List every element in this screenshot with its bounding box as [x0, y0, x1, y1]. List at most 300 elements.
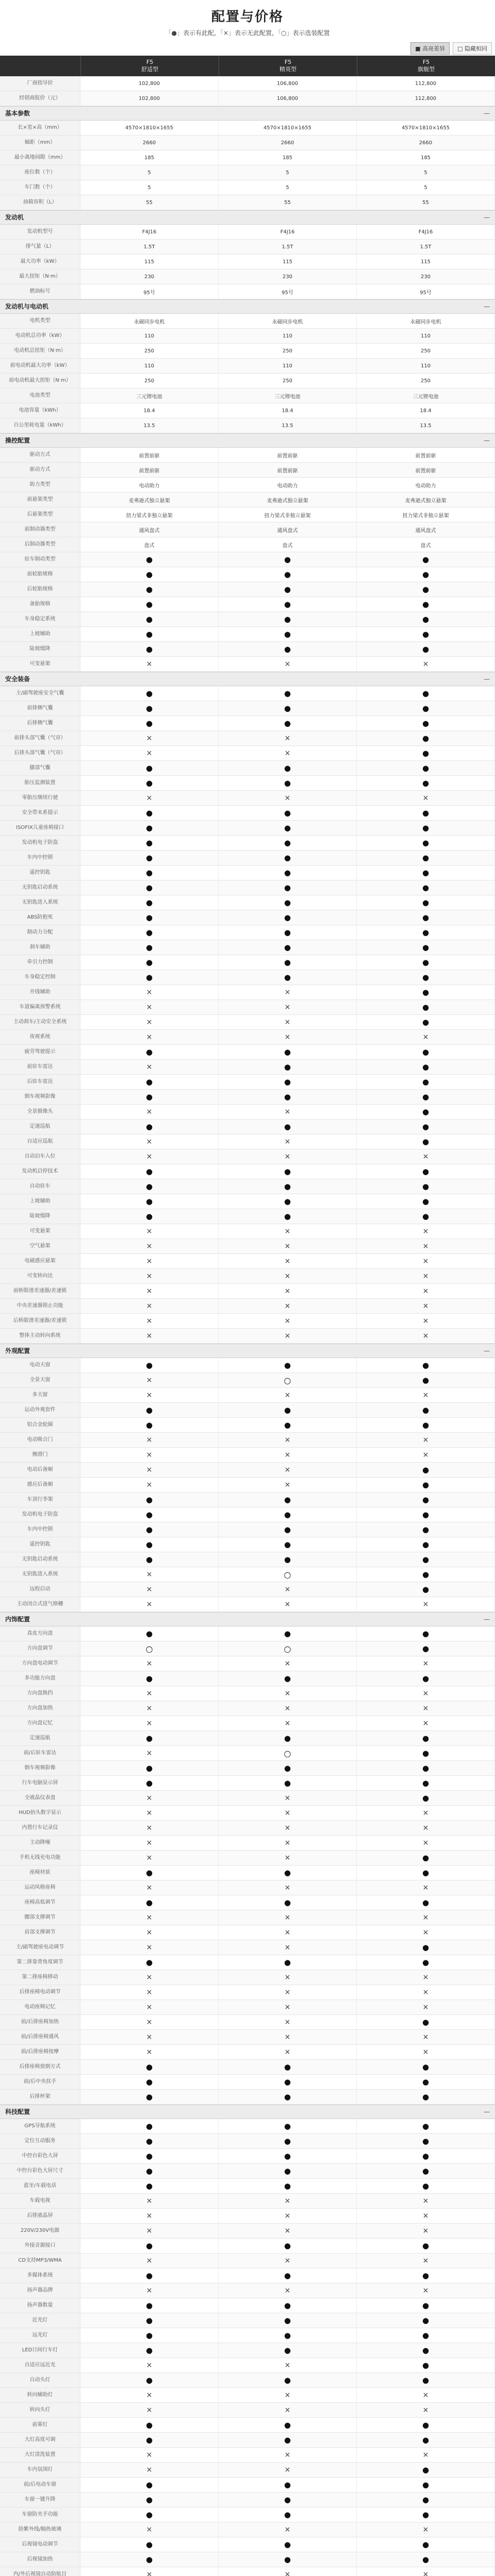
- spec-value: [80, 2373, 219, 2387]
- spec-value: [80, 1552, 219, 1567]
- none-cross-icon: ×: [284, 2226, 291, 2235]
- spec-row: [0, 716, 495, 731]
- none-cross-icon: ×: [284, 793, 291, 802]
- spec-value: [219, 1761, 357, 1775]
- spec-value: [80, 1164, 219, 1179]
- spec-row: [0, 448, 495, 463]
- spec-row: [0, 1552, 495, 1567]
- standard-dot-icon: ●: [145, 1077, 153, 1087]
- standard-dot-icon: ●: [422, 2181, 430, 2191]
- none-cross-icon: ×: [422, 1883, 429, 1892]
- spec-value: [357, 2209, 495, 2223]
- spec-row: [0, 2493, 495, 2507]
- spec-label: 可变悬架: [0, 1224, 80, 1239]
- none-cross-icon: ×: [284, 1316, 291, 1325]
- spec-value: [80, 1955, 219, 1970]
- standard-dot-icon: ●: [145, 599, 153, 609]
- spec-value: [80, 2507, 219, 2522]
- none-cross-icon: ×: [422, 1316, 429, 1325]
- spec-label: 车窗一键升降: [0, 2493, 80, 2507]
- spec-value: [357, 1254, 495, 1268]
- standard-dot-icon: ●: [422, 1405, 430, 1415]
- spec-value-text: 18.4: [143, 408, 155, 414]
- none-cross-icon: ×: [284, 2391, 291, 2399]
- spec-section: [0, 106, 495, 210]
- spec-value: [357, 836, 495, 850]
- spec-value: [219, 1970, 357, 1985]
- spec-value: [80, 1925, 219, 1940]
- spec-value: [80, 269, 219, 284]
- spec-value: [357, 180, 495, 195]
- spec-value: [80, 388, 219, 403]
- model-column-1[interactable]: [80, 56, 219, 76]
- standard-dot-icon: ●: [284, 897, 291, 907]
- section-title[interactable]: [0, 1344, 495, 1358]
- spec-value: [219, 2090, 357, 2104]
- none-cross-icon: ×: [146, 1062, 153, 1071]
- spec-value: [357, 76, 495, 91]
- none-cross-icon: ×: [146, 1570, 153, 1579]
- spec-value: [357, 806, 495, 820]
- spec-value: [357, 746, 495, 760]
- none-cross-icon: ×: [146, 1450, 153, 1459]
- spec-row: [0, 2194, 495, 2209]
- none-cross-icon: ×: [422, 659, 429, 668]
- spec-value: [357, 2149, 495, 2163]
- spec-row: [0, 776, 495, 791]
- spec-label: ISOFIX儿童座椅接口: [0, 821, 80, 835]
- spec-label: 后排头部气囊（气帘）: [0, 746, 80, 760]
- spec-value: [357, 567, 495, 582]
- spec-row: [0, 567, 495, 582]
- spec-value: [80, 597, 219, 612]
- spec-value: [357, 1955, 495, 1970]
- spec-row: [0, 135, 495, 150]
- spec-row: [0, 612, 495, 627]
- section-rows: [0, 1626, 495, 2105]
- spec-section: [0, 672, 495, 1344]
- none-cross-icon: ×: [422, 1838, 429, 1847]
- spec-value: [357, 1851, 495, 1865]
- standard-dot-icon: ●: [284, 1092, 291, 1101]
- spec-label: 后排座椅放倒方式: [0, 2060, 80, 2074]
- spec-value: [80, 851, 219, 865]
- standard-dot-icon: ●: [145, 972, 153, 982]
- spec-value-text: 通风盘式: [277, 528, 298, 534]
- standard-dot-icon: ●: [284, 688, 291, 698]
- spec-row: [0, 1641, 495, 1656]
- spec-label: 自动头灯: [0, 2373, 80, 2387]
- spec-value: [357, 2478, 495, 2492]
- none-cross-icon: ×: [146, 1152, 153, 1161]
- spec-value: [80, 1641, 219, 1656]
- section-title[interactable]: [0, 1612, 495, 1626]
- spec-value: [219, 1701, 357, 1716]
- spec-value: [357, 2060, 495, 2074]
- standard-dot-icon: ●: [284, 1778, 291, 1788]
- standard-dot-icon: ●: [284, 2121, 291, 2131]
- standard-dot-icon: ●: [145, 853, 153, 862]
- spec-value: [219, 269, 357, 284]
- standard-dot-icon: ●: [145, 1778, 153, 1788]
- standard-dot-icon: ●: [284, 2062, 291, 2072]
- collapse-icon[interactable]: —: [484, 1616, 490, 1623]
- model-column-2[interactable]: [219, 56, 357, 76]
- standard-dot-icon: ●: [284, 853, 291, 862]
- spec-value: [357, 657, 495, 671]
- spec-value: [80, 1075, 219, 1089]
- spec-value-text: 通风盘式: [139, 528, 160, 534]
- spec-value: [219, 1866, 357, 1880]
- spec-value: [80, 1179, 219, 1194]
- standard-dot-icon: ●: [422, 2077, 430, 2087]
- spec-value: [80, 910, 219, 925]
- spec-value: [80, 657, 219, 671]
- spec-label: 运动外观套件: [0, 1403, 80, 1417]
- spec-value: [219, 240, 357, 254]
- standard-dot-icon: ●: [422, 2495, 430, 2504]
- spec-value: [357, 1224, 495, 1239]
- spec-section: [0, 1612, 495, 2105]
- spec-label: 前排头部气囊（气帘）: [0, 731, 80, 745]
- none-cross-icon: ×: [146, 1107, 153, 1116]
- standard-dot-icon: ●: [422, 2554, 430, 2564]
- none-cross-icon: ×: [146, 2226, 153, 2235]
- none-cross-icon: ×: [146, 988, 153, 996]
- standard-dot-icon: ●: [284, 2136, 291, 2146]
- standard-dot-icon: ●: [422, 1584, 430, 1594]
- spec-value: [357, 582, 495, 597]
- spec-row: [0, 1224, 495, 1239]
- spec-row: [0, 627, 495, 642]
- none-cross-icon: ×: [146, 1689, 153, 1698]
- spec-row: [0, 895, 495, 910]
- spec-row: [0, 1358, 495, 1373]
- standard-dot-icon: ●: [422, 1733, 430, 1743]
- spec-value: [80, 2403, 219, 2417]
- spec-row: [0, 2463, 495, 2478]
- spec-value-text: 2660: [280, 140, 294, 146]
- spec-value-text: 前置前驱: [415, 453, 436, 459]
- spec-value: [80, 955, 219, 970]
- none-cross-icon: ×: [284, 1883, 291, 1892]
- none-cross-icon: ×: [146, 1316, 153, 1325]
- spec-label: 扬声器品牌: [0, 2283, 80, 2298]
- section-rows: [0, 1358, 495, 1612]
- section-title[interactable]: [0, 210, 495, 225]
- spec-label: 前/后排座椅加热: [0, 2015, 80, 2029]
- none-cross-icon: ×: [284, 1719, 291, 1727]
- spec-value: [80, 1373, 219, 1387]
- spec-label: 可变转向比: [0, 1269, 80, 1283]
- spec-value: [357, 463, 495, 477]
- none-cross-icon: ×: [146, 1883, 153, 1892]
- spec-row: [0, 150, 495, 165]
- none-cross-icon: ×: [284, 1032, 291, 1041]
- none-cross-icon: ×: [422, 2391, 429, 2399]
- spec-value: [80, 1507, 219, 1522]
- none-cross-icon: ×: [146, 1704, 153, 1713]
- none-cross-icon: ×: [146, 2032, 153, 2041]
- spec-row: [0, 1836, 495, 1851]
- collapse-icon[interactable]: —: [484, 675, 490, 683]
- spec-row: [0, 2090, 495, 2105]
- standard-dot-icon: ●: [284, 614, 291, 624]
- spec-value: [80, 2388, 219, 2402]
- standard-dot-icon: ●: [145, 2480, 153, 2489]
- spec-row: [0, 1910, 495, 1925]
- spec-row: [0, 791, 495, 806]
- spec-label: 车载电视: [0, 2194, 80, 2208]
- standard-dot-icon: ●: [284, 823, 291, 833]
- model-name: F5: [284, 59, 292, 65]
- standard-dot-icon: ●: [284, 2166, 291, 2176]
- none-cross-icon: ×: [284, 1689, 291, 1698]
- standard-dot-icon: ●: [422, 1524, 430, 1534]
- spec-value: [357, 1656, 495, 1671]
- standard-dot-icon: ●: [422, 972, 430, 982]
- spec-value: [219, 1716, 357, 1731]
- spec-row: [0, 2313, 495, 2328]
- spec-label: 驱动方式: [0, 463, 80, 477]
- spec-label: 方向盘调节: [0, 1641, 80, 1656]
- model-column-3[interactable]: [357, 56, 495, 76]
- spec-value-text: 250: [420, 348, 431, 354]
- none-cross-icon: ×: [284, 2286, 291, 2295]
- spec-value: [357, 1090, 495, 1104]
- hide-same-button[interactable]: □ 隐藏相同: [453, 42, 492, 55]
- spec-row: [0, 2448, 495, 2463]
- spec-label: 前悬架类型: [0, 493, 80, 507]
- spec-label: 车道偏离预警系统: [0, 1000, 80, 1014]
- spec-value: [357, 1105, 495, 1119]
- collapse-icon[interactable]: —: [484, 214, 490, 221]
- standard-dot-icon: ●: [145, 1554, 153, 1564]
- spec-row: [0, 1134, 495, 1149]
- spec-value: [219, 1880, 357, 1895]
- section-rows: [0, 121, 495, 210]
- none-cross-icon: ×: [146, 2391, 153, 2399]
- section-title[interactable]: [0, 106, 495, 121]
- standard-dot-icon: ●: [145, 2345, 153, 2355]
- spec-row: [0, 225, 495, 240]
- spec-label: 可变悬架: [0, 657, 80, 671]
- spec-row: [0, 1433, 495, 1448]
- spec-label: 多天窗: [0, 1388, 80, 1402]
- standard-dot-icon: ●: [145, 2181, 153, 2191]
- section-title[interactable]: [0, 2105, 495, 2119]
- spec-value: [357, 1478, 495, 1492]
- none-cross-icon: ×: [422, 1719, 429, 1727]
- spec-row: [0, 1582, 495, 1597]
- spec-value-text: 5: [286, 184, 289, 191]
- spec-value-text: 扭力梁式非独立悬架: [264, 513, 311, 519]
- standard-dot-icon: ●: [284, 2495, 291, 2504]
- spec-value: [357, 165, 495, 180]
- section-title[interactable]: [0, 433, 495, 448]
- spec-value: [219, 1821, 357, 1835]
- spec-label: 最大扭矩（N·m）: [0, 269, 80, 284]
- spec-value: [357, 374, 495, 388]
- spec-value: [219, 314, 357, 328]
- spec-row: [0, 1895, 495, 1910]
- spec-value: [80, 2358, 219, 2372]
- spec-value-text: 95号: [143, 290, 155, 296]
- spec-value: [80, 2000, 219, 2014]
- spec-label: 外接音源接口: [0, 2239, 80, 2253]
- spec-value-text: 185: [282, 155, 293, 161]
- spec-label: 前/后排座椅通风: [0, 2030, 80, 2044]
- spec-value: [80, 1149, 219, 1164]
- spec-value: [219, 1314, 357, 1328]
- spec-value: [219, 1194, 357, 1209]
- standard-dot-icon: ●: [284, 1166, 291, 1176]
- none-cross-icon: ×: [422, 1689, 429, 1698]
- spec-section: [0, 299, 495, 433]
- standard-dot-icon: ●: [284, 2151, 291, 2161]
- spec-value-text: F4J16: [418, 229, 433, 235]
- collapse-icon[interactable]: —: [484, 437, 490, 444]
- spec-value: [80, 2075, 219, 2089]
- spec-row: [0, 2552, 495, 2567]
- spec-value-text: 102,800: [138, 95, 160, 101]
- spec-value: [357, 2268, 495, 2283]
- spec-value: [80, 1015, 219, 1029]
- spec-row: [0, 746, 495, 761]
- spec-label: 后驻车雷达: [0, 1075, 80, 1089]
- standard-dot-icon: ●: [145, 2495, 153, 2504]
- spec-value: [219, 1597, 357, 1612]
- spec-row: [0, 269, 495, 284]
- spec-value: [357, 1985, 495, 1999]
- spec-row: [0, 1448, 495, 1463]
- spec-label: 大灯高度可调: [0, 2433, 80, 2447]
- spec-value: [219, 955, 357, 970]
- spec-label: 无钥匙启动系统: [0, 1552, 80, 1567]
- spec-value: [219, 2388, 357, 2402]
- standard-dot-icon: ●: [145, 1629, 153, 1638]
- spec-value: [80, 1761, 219, 1775]
- spec-value: [80, 463, 219, 477]
- spec-label: 后制动器类型: [0, 537, 80, 552]
- none-cross-icon: ×: [422, 1659, 429, 1668]
- none-cross-icon: ×: [284, 2003, 291, 2011]
- section-title[interactable]: [0, 299, 495, 314]
- collapse-icon[interactable]: —: [484, 110, 490, 117]
- spec-value: [357, 537, 495, 552]
- highlight-diff-button[interactable]: ■ 高亮差异: [410, 42, 450, 55]
- spec-value: [219, 1746, 357, 1760]
- spec-value: [219, 1045, 357, 1059]
- spec-value: [357, 2075, 495, 2089]
- none-cross-icon: ×: [284, 1465, 291, 1474]
- spec-section: [0, 210, 495, 299]
- standard-dot-icon: ●: [145, 1524, 153, 1534]
- spec-label: 膝部气囊: [0, 761, 80, 775]
- none-cross-icon: ×: [146, 2256, 153, 2265]
- none-cross-icon: ×: [422, 1928, 429, 1937]
- spec-value: [357, 314, 495, 328]
- standard-dot-icon: ●: [422, 1002, 430, 1012]
- spec-value: [357, 2403, 495, 2417]
- spec-value: [219, 1149, 357, 1164]
- spec-value: [80, 344, 219, 358]
- section-title[interactable]: [0, 672, 495, 686]
- collapse-icon[interactable]: —: [484, 303, 490, 310]
- spec-value: [357, 1269, 495, 1283]
- spec-value: [357, 612, 495, 626]
- standard-dot-icon: ●: [284, 2300, 291, 2310]
- spec-label: 220V/230V电源: [0, 2224, 80, 2238]
- standard-dot-icon: ●: [422, 2315, 430, 2325]
- standard-dot-icon: ●: [284, 2480, 291, 2489]
- collapse-icon[interactable]: —: [484, 2108, 490, 2115]
- none-cross-icon: ×: [146, 1973, 153, 1981]
- spec-value: [80, 1314, 219, 1328]
- spec-label: 备胎规格: [0, 597, 80, 612]
- standard-dot-icon: ●: [422, 748, 430, 758]
- spec-value: [80, 925, 219, 940]
- collapse-icon[interactable]: —: [484, 1347, 490, 1354]
- none-cross-icon: ×: [146, 1793, 153, 1802]
- standard-dot-icon: ●: [284, 1868, 291, 1877]
- spec-value: [80, 1791, 219, 1805]
- standard-dot-icon: ●: [145, 614, 153, 624]
- spec-value: [80, 866, 219, 880]
- spec-value: [80, 314, 219, 328]
- spec-value: [80, 2537, 219, 2552]
- spec-value: [357, 255, 495, 269]
- spec-label: 前桥限滑差速器/差速锁: [0, 1284, 80, 1298]
- spec-row: [0, 1239, 495, 1254]
- standard-dot-icon: ●: [422, 1211, 430, 1221]
- spec-row: [0, 1791, 495, 1806]
- standard-dot-icon: ●: [145, 868, 153, 877]
- spec-row: [0, 1164, 495, 1179]
- spec-value: [80, 2224, 219, 2238]
- spec-label: 车内中控锁: [0, 851, 80, 865]
- standard-dot-icon: ●: [284, 1673, 291, 1683]
- standard-dot-icon: ●: [422, 1166, 430, 1176]
- spec-label: 座椅材质: [0, 1866, 80, 1880]
- spec-row: [0, 1418, 495, 1433]
- spec-value: [357, 1641, 495, 1656]
- spec-value-text: 112,800: [415, 95, 437, 101]
- spec-value: [357, 448, 495, 462]
- spec-label: 近光灯: [0, 2313, 80, 2328]
- standard-dot-icon: ●: [422, 1092, 430, 1101]
- spec-label: 倒车视频影像: [0, 1761, 80, 1775]
- spec-value: [357, 716, 495, 731]
- spec-label: 手机无线充电功能: [0, 1851, 80, 1865]
- spec-value: [219, 1388, 357, 1402]
- spec-value: [80, 1030, 219, 1044]
- spec-value: [219, 91, 357, 106]
- spec-value-text: 1.5T: [420, 244, 432, 250]
- none-cross-icon: ×: [422, 1973, 429, 1981]
- spec-value: [80, 165, 219, 180]
- spec-value: [219, 2209, 357, 2223]
- spec-value: [219, 970, 357, 985]
- none-cross-icon: ×: [284, 1853, 291, 1862]
- spec-row: [0, 121, 495, 135]
- standard-dot-icon: ●: [422, 2300, 430, 2310]
- standard-dot-icon: ●: [145, 1047, 153, 1057]
- spec-value: [357, 761, 495, 775]
- optional-circle-icon: ○: [145, 1643, 153, 1654]
- spec-value: [219, 2149, 357, 2163]
- spec-value: [219, 701, 357, 716]
